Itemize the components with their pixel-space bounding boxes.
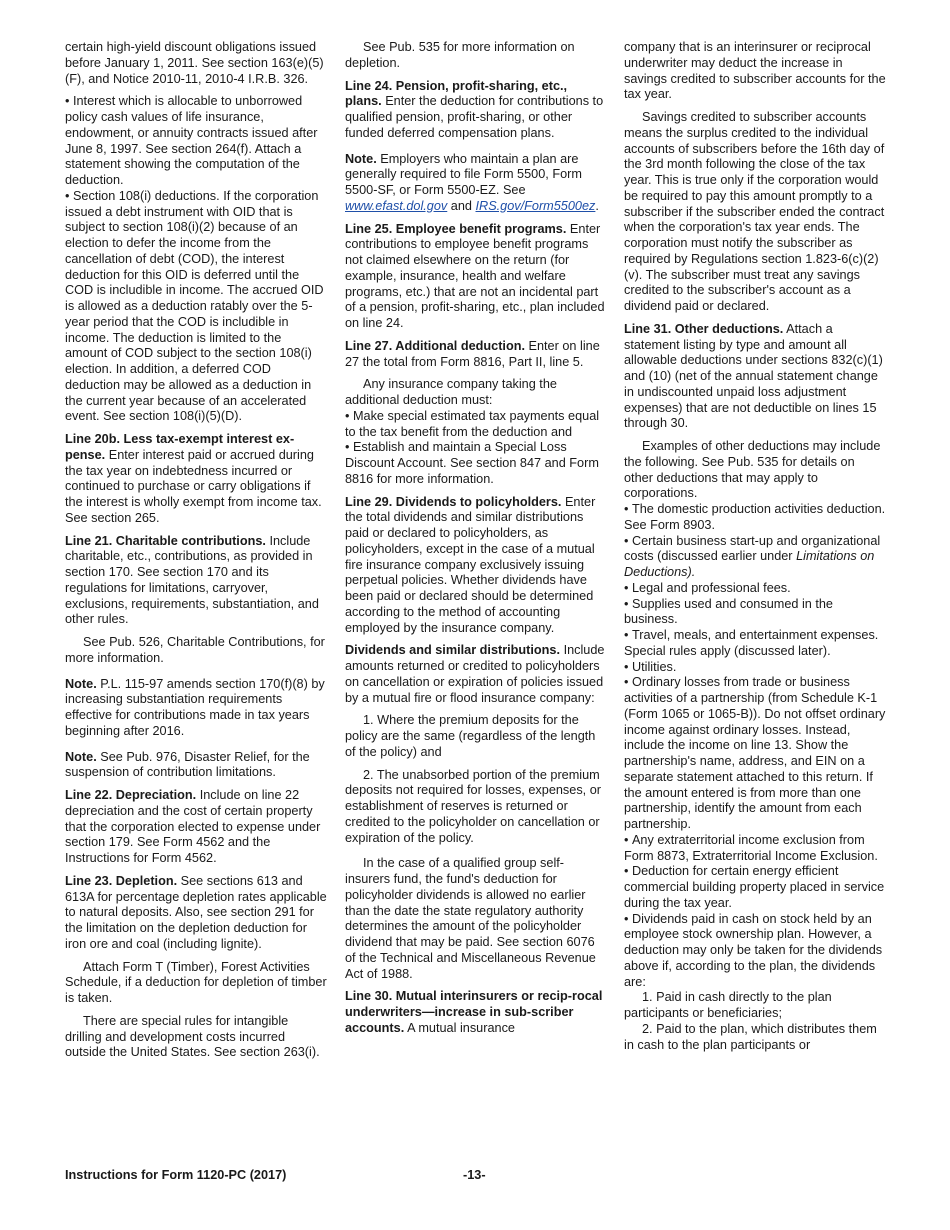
bullet-supplies: • Supplies used and consumed in the business. [624, 597, 886, 629]
bullet-legal-fees: • Legal and professional fees. [624, 581, 886, 597]
bullet-extraterritorial: • Any extraterritorial income exclusion from Form 8873, Extraterritorial Income Exclusion. [624, 833, 886, 865]
paragraph-savings-credited: Savings credited to subscriber accounts means the surplus credited to the individual accounts of subscribers before the 16th day of the 3rd month following the close of the tax year. This is true only if the corporation would be required to pay this amount promptly to a subscriber if the subscriber ended the contract when the corporation's tax year ends. The corporation must notify the subscriber as required by Regulations section 1.823-6(c)(2)(v). The subscriber must treat any savings credited to the subscriber's account as a dividend paid or declared. [624, 110, 885, 313]
startup-costs-text: Certain business start-up and organizational costs (discussed earlier under [624, 533, 881, 564]
column-left [65, 40, 327, 1068]
heading-line-20b: Line 20b. Less tax-exempt interest ex-pense. [65, 432, 295, 462]
examples-intro: Examples of other deductions may include the following. See Pub. 535 for details on other deductions that may apply to corporations. [624, 439, 881, 501]
text-line-21: Include charitable, etc., contributions, as provided in section 170. See section 170 and its regulations for limitations, carryover, exclusions, requirements, substantiation, and other rules. [65, 533, 319, 627]
bullet-startup-costs [624, 534, 886, 581]
esop-item-1: 1. Paid in cash directly to the plan participants or beneficiaries; [624, 990, 832, 1020]
text-line-31: Attach a statement listing by type and amount all allowable deductions under sections 832(c)(1) and (10) (net of the annual statement change in undiscounted unpaid loss adjustment expenses) that are not deductible on lines 15 through 30. [624, 321, 883, 431]
bullet-ordinary-losses: • Ordinary losses from trade or business activities of a partnership (from Schedule K-1 (Form 1065 or 1065-B)). Do not offset ordinary income against ordinary losses. Instead, include the income on line 13. Show the partnership's name, address, and EIN on a separate statement attached to this return. If the amount entered is from more than one partnership, identify the amount from each partnership. [624, 675, 886, 833]
see-pub-526: See Pub. 526, Charitable Contributions, for more information. [65, 635, 325, 665]
special-rules-drilling: There are special rules for intangible drilling and development costs incurred outside the United States. See section 263(i). [65, 1013, 320, 1060]
section-line-30 [345, 989, 607, 1036]
column-right [624, 40, 886, 1053]
text-line-30: A mutual insurance [407, 1020, 515, 1035]
text-dividends: Include amounts returned or credited to policyholders on cancellation or expiration of policies issued by a mutual fire or flood insurance company: [345, 643, 605, 705]
text-line-29: Enter the total dividends and similar distributions paid or declared to policyholders, as policyholders, except in the case of a mutual fire insurance company exclusively issuing perpetual policies. Whether dividends have been paid or declared should be determined according to the method of accounting employed by the insurance company. [345, 494, 596, 635]
heading-line-29: Line 29. Dividends to policyholders. [345, 494, 562, 509]
note-label: Note. [65, 676, 97, 691]
heading-dividends: Dividends and similar distributions. [345, 643, 561, 658]
text-line-23: See sections 613 and 613A for percentage depletion rates applicable to natural deposits. Also, see section 291 for the limitation on the depletion deduction for iron ore and coal (including lignite). [65, 873, 327, 951]
and-text: and [450, 198, 472, 213]
heading-line-23: Line 23. Depletion. [65, 873, 178, 888]
startup-costs-italic: Limitations on Deductions). [624, 549, 875, 579]
text-line-22: Include on line 22 depreciation and the cost of certain property that the corporation elected to expense under section 179. See Form 4562 and the Instructions for Form 4562. [65, 788, 321, 865]
bullet-special-loss: • Establish and maintain a Special Loss Discount Account. See section 847 and Form 8816 for more information. [345, 440, 607, 487]
note-label: Note. [345, 151, 377, 166]
section-line-20b [65, 432, 327, 527]
paragraph-high-yield: certain high-yield discount obligations issued before January 1, 2011. See section 163(e)(5)(F), and Notice 2010-11, 2010-4 I.R.B. 326. [65, 40, 324, 86]
heading-line-27: Line 27. Additional deduction. [345, 338, 525, 353]
section-dividends [345, 643, 607, 706]
dividends-item-2: 2. The unabsorbed portion of the premium deposits not required for losses, expenses, or establishment of reserves is returned or credited to the policyholder on cancellation or expiration of the policy. [345, 767, 602, 845]
dividends-item-1: 1. Where the premium deposits for the policy are the same (regardless of the length of the policy) and [345, 713, 596, 759]
section-line-22 [65, 788, 327, 867]
section-line-27 [345, 339, 607, 371]
attach-form-t: Attach Form T (Timber), Forest Activities Schedule, if a deduction for depletion of timber is taken. [65, 959, 327, 1005]
footer-title: Instructions for Form 1120-PC (2017) [65, 1168, 287, 1182]
bullet-section-108i: • Section 108(i) deductions. If the corporation issued a debt instrument with OID that is subject to section 108(i)(2) because of an election to defer the income from the cancellation of debt (COD), the interest deduction for this OID is deferred until the COD is includible in income. The accrued OID is allowed as a deduction ratably over the 5-year period that the COD is includible in income. The deduction is limited to the amount of COD subject to the section 108(i) election. In addition, a deferred COD deduction may be allowed as a deduction in the current year because of an accelerated event. See section 108(i)(5)(D). [65, 189, 327, 425]
bullet-esop-dividends: • Dividends paid in cash on stock held by an employee stock ownership plan. However, a deduction may only be taken for the dividends above if, according to the plan, the dividends are: [624, 912, 886, 991]
note-label: Note. [65, 749, 97, 764]
link-efast[interactable]: www.efast.dol.gov [345, 198, 448, 213]
heading-line-31: Line 31. Other deductions. [624, 321, 784, 336]
note-text: See Pub. 976, Disaster Relief, for the suspension of contribution limitations. [65, 749, 310, 780]
esop-item-2: 2. Paid to the plan, which distributes them in cash to the plan participants or [624, 1021, 877, 1052]
heading-line-21: Line 21. Charitable contributions. [65, 533, 266, 548]
paragraph-interinsurer: company that is an interinsurer or reciprocal underwriter may deduct the increase in savings credited to subscriber accounts for the tax year. [624, 40, 886, 102]
bullet-utilities: • Utilities. [624, 660, 886, 676]
section-line-24 [345, 79, 607, 142]
section-line-29 [345, 495, 607, 637]
section-line-31 [624, 322, 886, 432]
section-line-23 [65, 874, 327, 953]
text-line-20b: Enter interest paid or accrued during the tax year on indebtedness incurred or continued to purchase or carry obligations if the interest is wholly exempt from income tax. See section 265. [65, 447, 322, 525]
additional-deduction-intro: Any insurance company taking the additional deduction must: [345, 377, 557, 407]
note-form-5500: Note. Employers who maintain a plan are generally required to file Form 5500, Form 5500-SF, or Form 5500-EZ. See www.efast.dol.gov and IRS.gov/Form5500ez. [345, 151, 599, 213]
heading-line-22: Line 22. Depreciation. [65, 788, 197, 802]
bullet-energy-efficient: • Deduction for certain energy efficient commercial building property placed in service during the tax year. [624, 864, 886, 911]
page-number: -13- [463, 1168, 486, 1182]
heading-line-30: Line 30. Mutual interinsurers or recip-rocal underwriters—increase in sub-scriber accounts. [345, 989, 603, 1035]
section-line-21 [65, 534, 327, 629]
text-line-27: Enter on line 27 the total from Form 8816, Part II, line 5. [345, 338, 600, 369]
note-pl-115-97 [65, 677, 327, 740]
text-line-24: Enter the deduction for contributions to qualified pension, profit-sharing, or other funded deferred compensation plans. [345, 94, 604, 140]
section-line-25 [345, 222, 607, 332]
text-line-25: Enter contributions to employee benefit programs not claimed elsewhere on the return (for example, insurance, health and welfare programs, etc.) that are not an incidental part of a pension, profit-sharing, etc., plan included on line 24. [345, 221, 605, 330]
bullet-travel: • Travel, meals, and entertainment expenses. Special rules apply (discussed later). [624, 628, 886, 660]
qualified-group-fund: In the case of a qualified group self-insurers fund, the fund's deduction for policyholder dividends is allowed no earlier than the date the state regulatory authority determines the amount of the policyholder dividend that may be paid. See section 6076 of the Technical and Miscellaneous Revenue Act of 1988. [345, 856, 596, 981]
heading-line-25: Line 25. Employee benefit programs. [345, 221, 567, 236]
bullet-domestic-production: • The domestic production activities deduction. See Form 8903. [624, 502, 886, 534]
note-text: Employers who maintain a plan are generally required to file Form 5500, Form 5500-SF, or Form 5500-EZ. See [345, 151, 582, 197]
bullet-interest-allocable: • Interest which is allocable to unborrowed policy cash values of life insurance, endowment, or annuity contracts issued after June 8, 1997. See section 264(f). Attach a statement showing the computation of the deduction. [65, 94, 327, 189]
link-irs-form5500ez[interactable]: IRS.gov/Form5500ez [475, 198, 596, 213]
heading-line-24: Line 24. Pension, profit-sharing, etc., plans. [345, 78, 568, 109]
column-middle [345, 40, 607, 1044]
note-pub-976 [65, 750, 327, 782]
note-text: P.L. 115-97 amends section 170(f)(8) by increasing substantiation requirements effective for contributions made in tax years beginning after 2016. [65, 676, 325, 738]
see-pub-535: See Pub. 535 for more information on depletion. [345, 40, 575, 70]
bullet-estimated-tax: • Make special estimated tax payments equal to the tax benefit from the deduction and [345, 409, 607, 441]
